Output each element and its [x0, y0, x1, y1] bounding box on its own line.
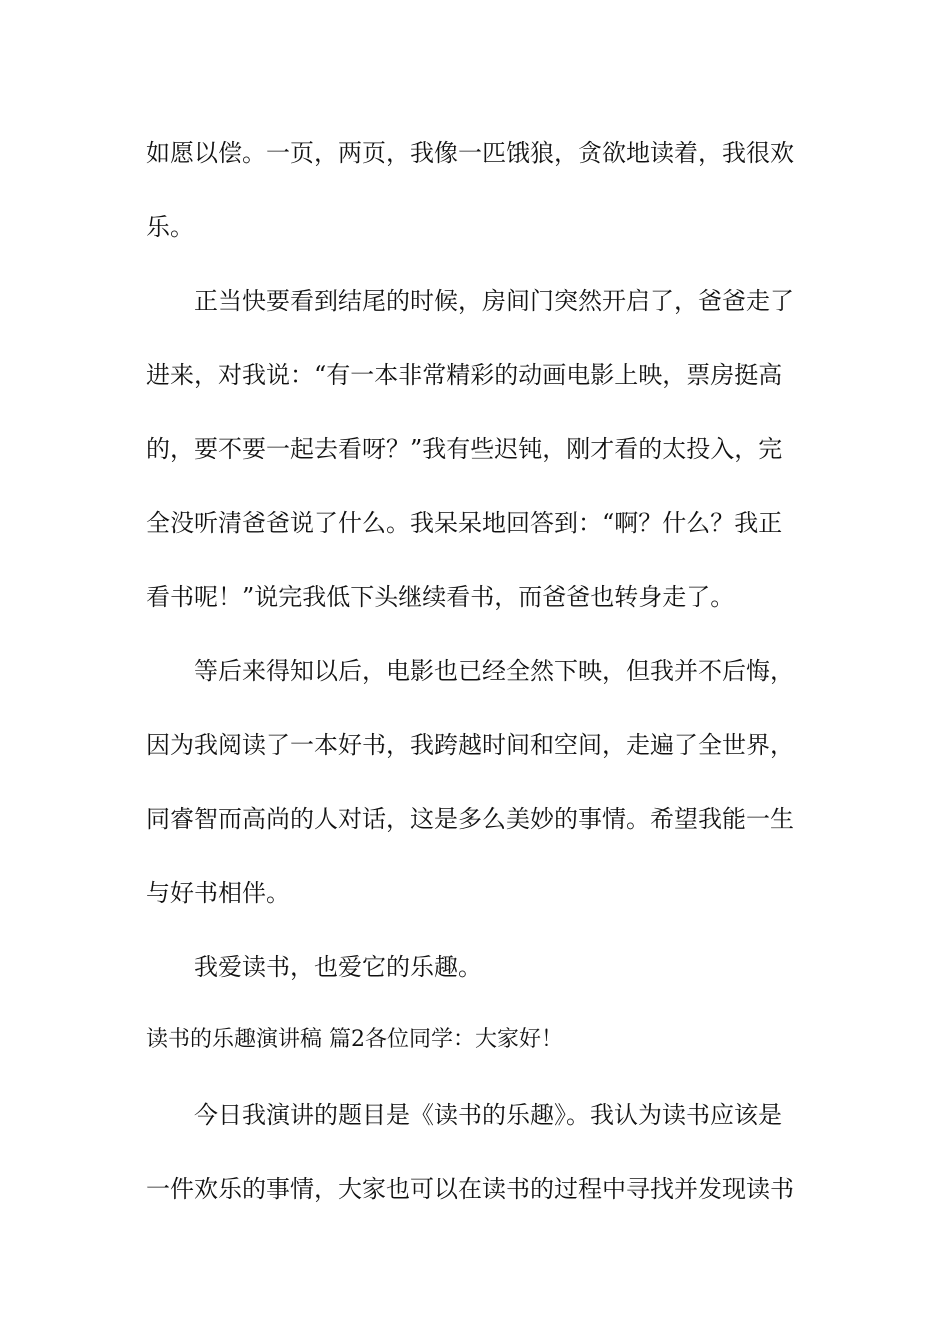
text-line: 与好书相伴。 [146, 879, 290, 907]
paragraph-start: 等后来得知以后，电影也已经全然下映，但我并不后悔， [194, 657, 794, 685]
paragraph-start: 正当快要看到结尾的时候，房间门突然开启了，爸爸走了 [194, 287, 794, 315]
text-line: 一件欢乐的事情，大家也可以在读书的过程中寻找并发现读书 [146, 1175, 794, 1203]
text-line: 看书呢！”说完我低下头继续看书，而爸爸也转身走了。 [146, 583, 735, 611]
text-line: 全没听清爸爸说了什么。我呆呆地回答到：“啊？什么？我正 [146, 509, 783, 537]
text-line: 因为我阅读了一本好书，我跨越时间和空间，走遍了全世界， [146, 731, 794, 759]
paragraph-start: 我爱读书，也爱它的乐趣。 [194, 953, 482, 981]
text-line: 如愿以偿。一页，两页，我像一匹饿狼，贪欲地读着，我很欢 [146, 139, 794, 167]
paragraph-start: 今日我演讲的题目是《读书的乐趣》。我认为读书应该是 [194, 1101, 782, 1129]
text-line: 同睿智而高尚的人对话，这是多么美妙的事情。希望我能一生 [146, 805, 794, 833]
section-heading: 读书的乐趣演讲稿 篇2各位同学：大家好！ [146, 1027, 563, 1052]
text-line: 乐。 [146, 213, 194, 241]
text-line: 的，要不要一起去看呀？”我有些迟钝，刚才看的太投入，完 [146, 435, 783, 463]
text-line: 进来，对我说：“有一本非常精彩的动画电影上映，票房挺高 [146, 361, 783, 389]
